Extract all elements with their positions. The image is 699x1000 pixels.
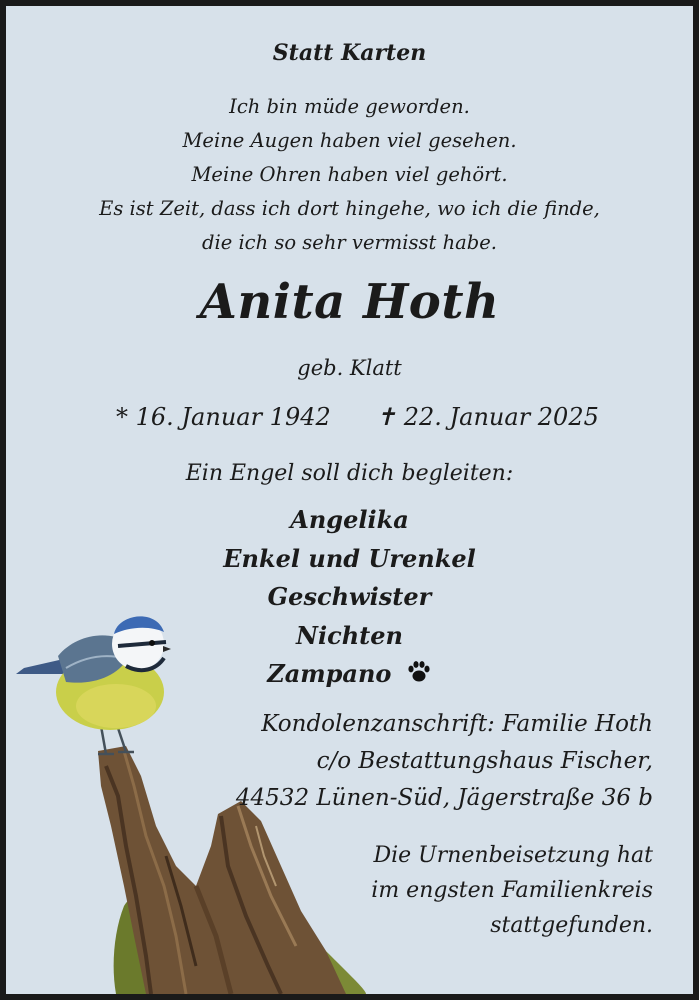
mourner: Enkel und Urenkel — [223, 543, 476, 573]
deceased-name: Anita Hoth — [199, 274, 500, 330]
obituary-card — [6, 6, 693, 994]
burial-note — [371, 838, 653, 943]
mourners-intro: Ein Engel soll dich begleiten: — [185, 461, 514, 486]
maiden-name: geb. Klatt — [297, 356, 402, 380]
burial-line: stattgefunden. — [490, 913, 653, 938]
address-line: 44532 Lünen-Süd, Jägerstraße 36 b — [235, 785, 653, 811]
death-date: ✝ 22. Januar 2025 — [376, 403, 599, 431]
poem-line: Meine Ohren haben viel gehört. — [191, 163, 508, 186]
mourner: Zampano — [267, 659, 392, 688]
address-line: Kondolenzanschrift: Familie Hoth — [261, 711, 653, 737]
mourner: Nichten — [296, 620, 403, 650]
address-line: c/o Bestattungshaus Fischer, — [316, 748, 653, 774]
mourners-list — [6, 501, 693, 694]
poem-line: Meine Augen haben viel gesehen. — [182, 129, 517, 152]
poem-line: Ich bin müde geworden. — [229, 95, 470, 118]
burial-line: Die Urnenbeisetzung hat — [373, 843, 653, 868]
birth-date: * 16. Januar 1942 — [116, 403, 331, 431]
poem — [6, 90, 693, 260]
mourner: Geschwister — [267, 582, 432, 611]
burial-line: im engsten Familienkreis — [371, 878, 653, 903]
mourner-with-paw — [6, 655, 693, 694]
poem-line: die ich so sehr vermisst habe. — [201, 231, 497, 254]
poem-line: Es ist Zeit, dass ich dort hingehe, wo ich die finde, — [99, 197, 600, 220]
mourner: Angelika — [290, 505, 409, 534]
condolence-address — [236, 706, 653, 817]
paw-icon — [406, 659, 432, 685]
statt-karten-heading: Statt Karten — [272, 40, 427, 66]
